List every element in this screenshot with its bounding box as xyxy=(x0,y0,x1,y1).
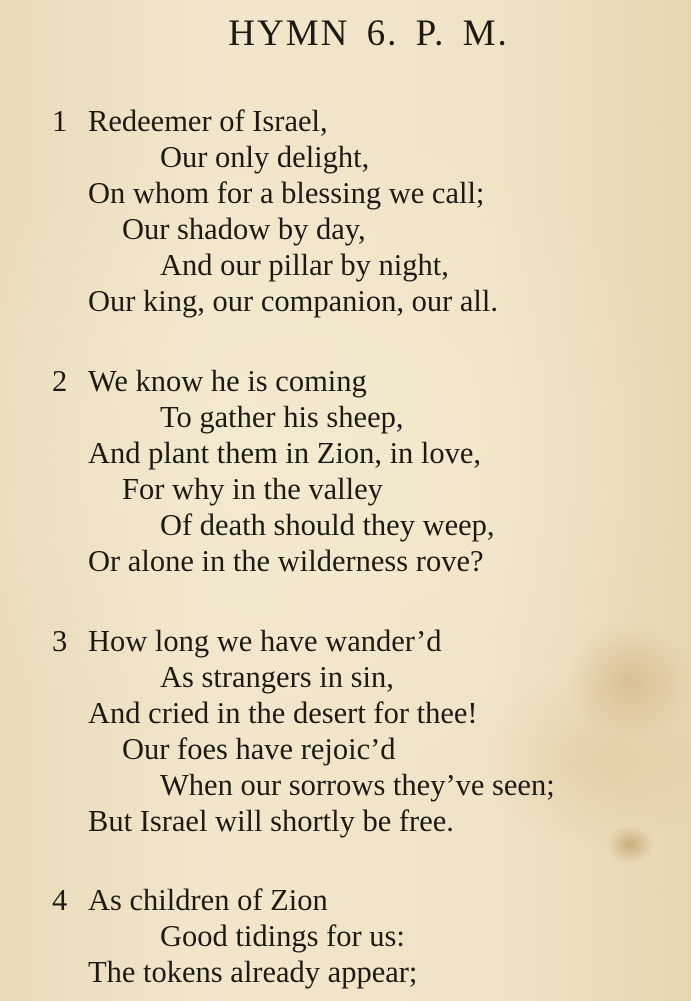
verse-line: Of death should they weep, xyxy=(160,508,495,542)
verse-line: And cried in the desert for thee! xyxy=(88,696,478,730)
verse-number: 4 xyxy=(52,883,68,917)
hymn-title: HYMN 6. P. M. xyxy=(228,13,509,54)
verse-line: But Israel will shortly be free. xyxy=(88,804,454,838)
verse-line: On whom for a blessing we call; xyxy=(88,176,485,210)
verse-number: 1 xyxy=(52,104,68,138)
verse-line: And plant them in Zion, in love, xyxy=(88,436,482,470)
verse-line: As children of Zion xyxy=(88,883,328,917)
verse-number: 3 xyxy=(52,624,68,658)
verse-line: As strangers in sin, xyxy=(160,660,394,694)
verse-line: When our sorrows they’ve seen; xyxy=(160,768,555,802)
verse-line: Our only delight, xyxy=(160,140,370,174)
verse-line: The tokens already appear; xyxy=(88,955,418,989)
verse-line: For why in the valley xyxy=(122,472,383,506)
verse-line: And our pillar by night, xyxy=(160,248,449,282)
verse-line: We know he is coming xyxy=(88,364,367,398)
verse-line: Redeemer of Israel, xyxy=(88,104,328,138)
verse-line: Good tidings for us: xyxy=(160,919,405,953)
verse-line: Or alone in the wilderness rove? xyxy=(88,544,484,578)
verse-line: Our shadow by day, xyxy=(122,212,366,246)
verse-line: Our foes have rejoic’d xyxy=(122,732,396,766)
verse-number: 2 xyxy=(52,364,68,398)
verse-line: To gather his sheep, xyxy=(160,400,404,434)
verse-line: Our king, our companion, our all. xyxy=(88,284,498,318)
verse-line: How long we have wander’d xyxy=(88,624,442,658)
